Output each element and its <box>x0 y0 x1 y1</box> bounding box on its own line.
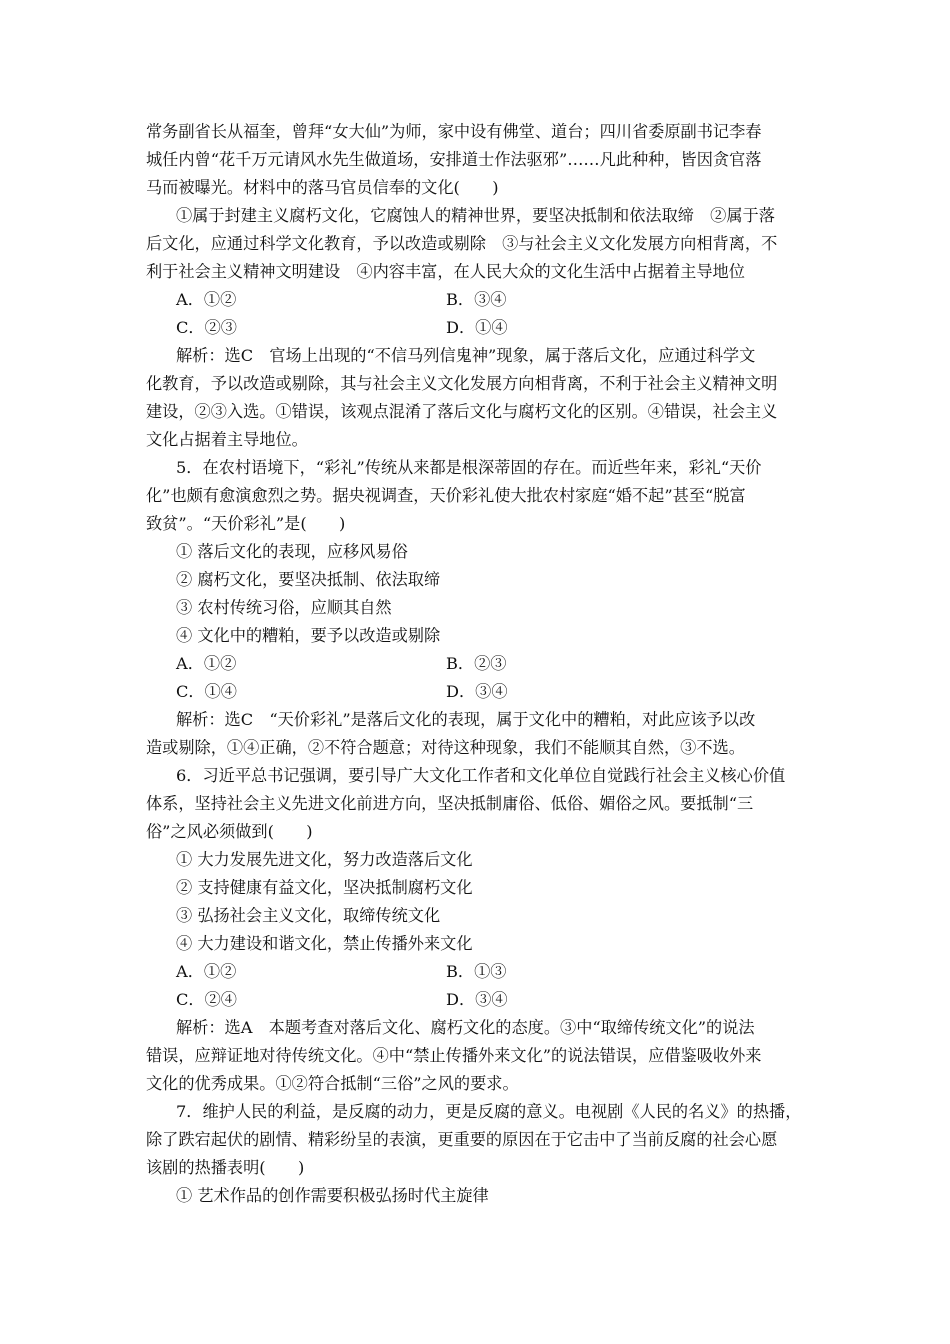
text-line: 体系，坚持社会主义先进文化前进方向，坚决抵制庸俗、低俗、媚俗之风。要抵制“三 <box>146 794 754 813</box>
answer-option: B．②③ <box>446 654 507 673</box>
text-line: ① 艺术作品的创作需要积极弘扬时代主旋律 <box>176 1186 489 1205</box>
answer-options-row <box>146 314 826 342</box>
answer-option: C．①④ <box>176 682 237 701</box>
text-line: ③ 弘扬社会主义文化，取缔传统文化 <box>176 906 441 925</box>
answer-option: D．③④ <box>446 990 508 1009</box>
document-body <box>146 118 826 1210</box>
answer-option: C．②③ <box>176 318 237 337</box>
answer-option: C．②④ <box>176 990 237 1009</box>
answer-option: B．③④ <box>446 290 507 309</box>
text-line: 解析：选A 本题考查对落后文化、腐朽文化的态度。③中“取缔传统文化”的说法 <box>176 1018 755 1037</box>
text-line: ② 腐朽文化，要坚决抵制、依法取缔 <box>176 570 441 589</box>
text-line: 利于社会主义精神文明建设 ④内容丰富，在人民大众的文化生活中占据着主导地位 <box>146 262 745 281</box>
text-line: 俗”之风必须做到( ) <box>146 822 313 841</box>
text-line: 化教育，予以改造或剔除，其与社会主义文化发展方向相背离，不利于社会主义精神文明 <box>146 374 778 393</box>
text-line: 化”也颇有愈演愈烈之势。据央视调查，天价彩礼使大批农村家庭“婚不起”甚至“脱富 <box>146 486 746 505</box>
answer-options-row <box>146 286 826 314</box>
answer-options-row <box>146 678 826 706</box>
text-line: ①属于封建主义腐朽文化，它腐蚀人的精神世界，要坚决抵制和依法取缔 ②属于落 <box>176 206 775 225</box>
text-line: ① 大力发展先进文化，努力改造落后文化 <box>176 850 473 869</box>
text-line: 错误，应辩证地对待传统文化。④中“禁止传播外来文化”的说法错误，应借鉴吸收外来 <box>146 1046 762 1065</box>
text-line: 马而被曝光。材料中的落马官员信奉的文化( ) <box>146 178 499 197</box>
text-line: 常务副省长从福奎，曾拜“女大仙”为师，家中设有佛堂、道台；四川省委原副书记李春 <box>146 122 762 141</box>
answer-option: A．①② <box>176 962 237 981</box>
text-line: 文化占据着主导地位。 <box>146 430 308 449</box>
text-line: ③ 农村传统习俗，应顺其自然 <box>176 598 392 617</box>
answer-option: D．③④ <box>446 682 508 701</box>
text-line: 城任内曾“花千万元请风水先生做道场，安排道士作法驱邪”……凡此种种，皆因贪官落 <box>146 150 762 169</box>
text-line: 后文化，应通过科学文化教育，予以改造或剔除 ③与社会主义文化发展方向相背离，不 <box>146 234 778 253</box>
text-line: 5．在农村语境下，“彩礼”传统从来都是根深蒂固的存在。而近些年来，彩礼“天价 <box>176 458 762 477</box>
text-line: 致贫”。“天价彩礼”是( ) <box>146 514 346 533</box>
text-line: ④ 文化中的糟粕，要予以改造或剔除 <box>176 626 441 645</box>
text-line: 该剧的热播表明( ) <box>146 1158 305 1177</box>
text-line: 造或剔除，①④正确，②不符合题意；对待这种现象，我们不能顺其自然，③不选。 <box>146 738 745 757</box>
answer-options-row <box>146 958 826 986</box>
text-line: 文化的优秀成果。①②符合抵制“三俗”之风的要求。 <box>146 1074 519 1093</box>
text-line: 建设，②③入选。①错误，该观点混淆了落后文化与腐朽文化的区别。④错误，社会主义 <box>146 402 778 421</box>
text-line: 6．习近平总书记强调，要引导广大文化工作者和文化单位自觉践行社会主义核心价值 <box>176 766 786 785</box>
answer-options-row <box>146 986 826 1014</box>
text-line: ② 支持健康有益文化，坚决抵制腐朽文化 <box>176 878 473 897</box>
text-line: ④ 大力建设和谐文化，禁止传播外来文化 <box>176 934 473 953</box>
text-line: 除了跌宕起伏的剧情、精彩纷呈的表演，更重要的原因在于它击中了当前反腐的社会心愿 <box>146 1130 778 1149</box>
answer-option: D．①④ <box>446 318 508 337</box>
text-line: 解析：选C 官场上出现的“不信马列信鬼神”现象，属于落后文化，应通过科学文 <box>176 346 756 365</box>
answer-option: A．①② <box>176 290 237 309</box>
text-line: 7．维护人民的利益，是反腐的动力，更是反腐的意义。电视剧《人民的名义》的热播， <box>176 1102 802 1121</box>
answer-option: B．①③ <box>446 962 507 981</box>
answer-option: A．①② <box>176 654 237 673</box>
text-line: 解析：选C “天价彩礼”是落后文化的表现，属于文化中的糟粕，对此应该予以改 <box>176 710 756 729</box>
text-line: ① 落后文化的表现，应移风易俗 <box>176 542 408 561</box>
answer-options-row <box>146 650 826 678</box>
